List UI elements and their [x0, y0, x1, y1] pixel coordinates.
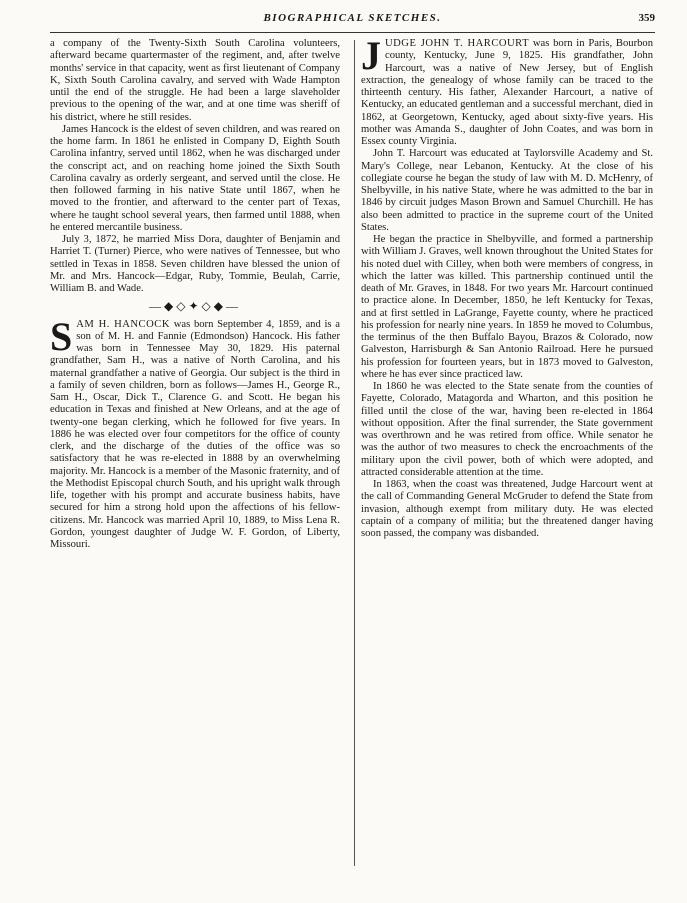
paragraph: John T. Harcourt was educated at Taylorsville Academy and St. Mary's College, near Lebanon, Kentucky. At the close of his collegiate course he began the study of law with M. D. McHenry, of Shelbyville, in his native State, where he was admitted to the bar in 1846 by circuit judges Mason Brown and Samuel Churchill. He has also been admitted to practice in the supreme court of the United States. [361, 148, 653, 233]
column-divider [354, 40, 355, 866]
biography-lead: AM H. HANCOCK [76, 318, 170, 330]
paragraph: James Hancock is the eldest of seven children, and was reared on the home farm. In 1861 he enlisted in Company D, Eighth South Carolina infantry, served until 1862, when he was discharged under the conscript act, and on reaching home joined the Sixth South Carolina cavalry as orderly sergeant, and served until the close. He then followed farming in his native State until 1867, when he moved to the frontier, and afterward to the center part of Texas, where he taught school several years, then farmed until 1888, when he entered mercantile business. [50, 123, 340, 233]
page-number: 359 [638, 12, 655, 24]
hancock-biography [50, 313, 340, 552]
running-title: BIOGRAPHICAL SKETCHES. [263, 12, 442, 24]
biography-text: was born in Paris, Bourbon county, Kentucky, June 9, 1825. His grandfather, John Harcourt, was a native of New Jersey, but of English extraction, the genealogy of whose family can be traced to the thirteenth century. His father, Alexander Harcourt, a native of Kentucky, an educated gentleman and a successful merchant, died in 1862, at Georgetown, Kentucky, aged about sixty-five years. His mother was Amanda S., daughter of John Coates, and was born in Essex county Virginia. [361, 38, 653, 147]
left-column [50, 38, 340, 868]
biography-lead: UDGE JOHN T. HARCOURT [385, 38, 530, 49]
paragraph: a company of the Twenty-Sixth South Carolina volunteers, afterward became quartermaster of the regiment, and, after twelve months' service in that capacity, went as first lieutenant of Company K, Sixth South Carolina cavalry, and served with Wade Hampton until the end of the struggle. He had been a large slaveholder previous to the opening of the war, and at one time was sheriff of his district, where he still resides. [50, 38, 340, 123]
right-column [361, 38, 653, 868]
paragraph: July 3, 1872, he married Miss Dora, daughter of Benjamin and Harriet T. (Turner) Pierce, who were natives of Tennessee, but who settled in Texas in 1858. Seven children have blessed the union of Mr. and Mrs. Hancock—Edgar, Ruby, Tommie, Beulah, Carrie, William B. and Wade. [50, 234, 340, 294]
paragraph: He began the practice in Shelbyville, and formed a partnership with William J. Graves, well known throughout the United States for his noted duel with Cilley, when both were members of congress, in which the latter was killed. This partnership continued until the death of Mr. Graves, in 1848. For two years Mr. Harcourt continued to practice alone. In December, 1850, he left Kentucky for Texas, and at first settled in LaGrange, Fayette county, where he practiced his profession for nearly nine years. In 1859 he moved to Columbus, the terminus of the then Buffalo Bayou, Brazos & Colorado, now Galveston, Harrisburgh & San Antonio Railroad. Here he pursued his profession for fourteen years, but in 1873 moved to Galveston, where he has ever since practiced law. [361, 234, 653, 380]
drop-cap: J [361, 38, 381, 78]
drop-cap: S [50, 313, 73, 359]
harcourt-biography [361, 38, 653, 148]
biography-text: was born September 4, 1859, and is a son of M. H. and Fannie (Edmondson) Hancock. His father was born in Tennessee May 30, 1829. His paternal grandfather, Sam H., was a native of North Carolina, and his maternal grandfather a native of Georgia. Our subject is the third in a family of seven children, born as follows—James H., George R., Sam H., Oscar, Dick T., Clarence G. and Scott. He began his education in Texas and finished at New Orleans, and at the age of twenty-one began clerking, which he followed for five years. In 1886 he was elected over four competitors for the office of county clerk, and the discharge of the duties of the office was so satisfactory that he was re-elected in 1888 by an overwhelming majority. Mr. Hancock is a member of the Masonic fraternity, and of the Methodist Episcopal church South, and his upright walk through life, together with his prompt and accurate business habits, have secured for him a strong hold upon the affections of his fellow-citizens. Mr. Hancock was married April 10, 1889, to Miss Lena R. Gordon, youngest daughter of Judge W. F. Gordon, of Liberty, Missouri. [50, 318, 340, 550]
paragraph: In 1863, when the coast was threatened, Judge Harcourt went at the call of Commanding General McGruder to defend the State from invasion, although exempt from military duty. He was elected captain of a company of militia; but the threatened danger having soon passed, the company was disbanded. [361, 479, 653, 539]
paragraph: In 1860 he was elected to the State senate from the counties of Fayette, Colorado, Matagorda and Wharton, and this position he filled until the close of the war, having been re-elected in 1864 without opposition. After the final surrender, the State government was overthrown and he was retired from office. While senator he was the author of two measures to check the encroachments of the military upon the civil power, both of which were adopted, and attracted considerable attention at the time. [361, 381, 653, 478]
section-ornament: —◆◇✦◇◆— [149, 299, 241, 314]
page-header [50, 10, 655, 33]
